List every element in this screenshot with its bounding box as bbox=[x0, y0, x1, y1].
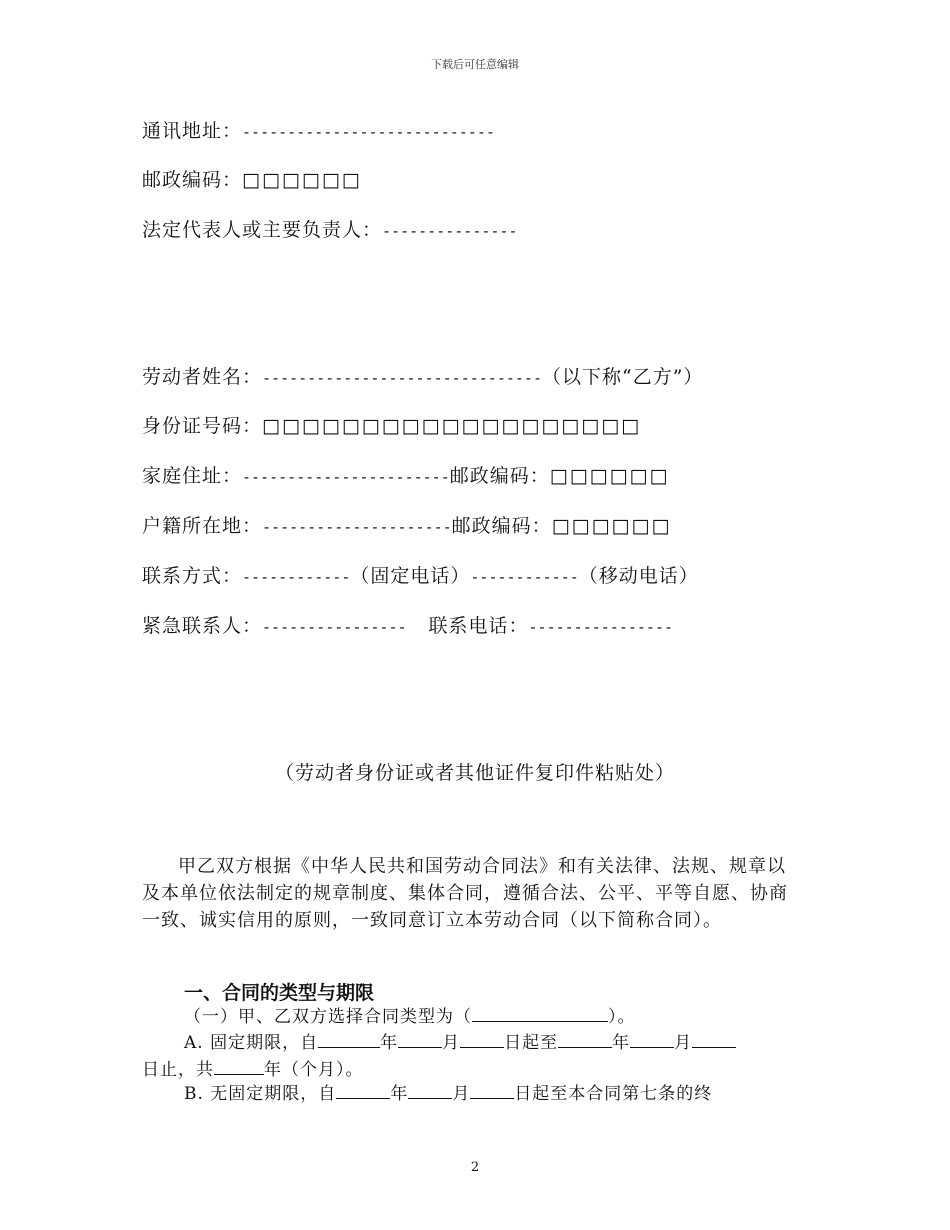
fixed-total-blank[interactable] bbox=[214, 1056, 264, 1075]
id-copy-note: （劳动者身份证或者其他证件复印件粘贴处） bbox=[274, 762, 675, 784]
mobile-phone-label: （移动电话） bbox=[578, 565, 699, 587]
contact-label: 联系方式： bbox=[142, 565, 243, 587]
clause1-text-b: ）。 bbox=[608, 1007, 636, 1027]
mobile-phone-field[interactable]: ------------ bbox=[470, 568, 579, 586]
postal-boxes[interactable]: □□□□□□ bbox=[242, 169, 362, 191]
year-char-3: 年 bbox=[390, 1084, 409, 1104]
worker-id-line bbox=[142, 411, 641, 438]
year-char-2: 年 bbox=[612, 1033, 631, 1053]
fixed-end-month-blank[interactable] bbox=[630, 1029, 674, 1048]
section-title: 一、合同的类型与期限 bbox=[184, 982, 375, 1004]
emergency-line bbox=[142, 611, 673, 638]
legal-rep-field[interactable]: --------------- bbox=[382, 222, 518, 240]
fixed-phone-label: （固定电话） bbox=[350, 565, 471, 587]
worker-name-suffix: （以下称“乙方”） bbox=[541, 366, 704, 388]
month-char-3: 月 bbox=[452, 1084, 471, 1104]
hukou-postal-boxes[interactable]: □□□□□□ bbox=[551, 515, 672, 537]
contract-type-blank[interactable] bbox=[472, 1003, 608, 1022]
clause-contract-type bbox=[184, 1003, 804, 1030]
year-month-total-char: 年（个月）。 bbox=[264, 1060, 364, 1080]
fixed-start-year-blank[interactable] bbox=[318, 1029, 380, 1048]
hukou-field[interactable]: --------------------- bbox=[262, 518, 452, 536]
hukou-label: 户籍所在地： bbox=[142, 515, 263, 537]
worker-name-field[interactable]: ------------------------------- bbox=[262, 369, 542, 387]
clause-open-term bbox=[142, 1080, 802, 1107]
intro-paragraph: 甲乙双方根据《中华人民共和国劳动合同法》和有关法律、法规、规章以及本单位依法制定的规章制度、集体合同，遵循合法、公平、平等自愿、协商一致、诚实信用的原则，一致同意订立本劳动合同（以下简称合同）。 bbox=[142, 856, 788, 931]
hukou-postal-label: 邮政编码： bbox=[451, 515, 552, 537]
day-end-total-char: 日止，共 bbox=[142, 1060, 214, 1080]
home-address-line bbox=[142, 461, 669, 488]
page-number: 2 bbox=[470, 1160, 480, 1175]
open-start-month-blank[interactable] bbox=[408, 1080, 452, 1099]
open-term-tail: 日起至本合同第七条的终 bbox=[514, 1084, 713, 1104]
clause-fixed-term bbox=[142, 1029, 802, 1083]
employer-address-line bbox=[142, 116, 495, 143]
emergency-field[interactable]: ---------------- bbox=[262, 618, 407, 636]
fixed-end-day-blank[interactable] bbox=[692, 1029, 736, 1048]
home-postal-label: 邮政编码： bbox=[449, 465, 550, 487]
year-char: 年 bbox=[380, 1033, 399, 1053]
open-start-day-blank[interactable] bbox=[470, 1080, 514, 1099]
hukou-line bbox=[142, 511, 671, 538]
fixed-start-month-blank[interactable] bbox=[398, 1029, 442, 1048]
worker-id-boxes[interactable]: □□□□□□□□□□□□□□□□□□□ bbox=[262, 415, 642, 437]
month-char: 月 bbox=[442, 1033, 461, 1053]
contact-line bbox=[142, 561, 699, 588]
emergency-label: 紧急联系人： bbox=[142, 615, 263, 637]
legal-rep-label: 法定代表人或主要负责人： bbox=[142, 219, 383, 241]
fixed-start-day-blank[interactable] bbox=[460, 1029, 504, 1048]
clause1-text-a: （一）甲、乙双方选择合同类型为（ bbox=[184, 1007, 472, 1027]
home-label: 家庭住址： bbox=[142, 465, 243, 487]
home-postal-boxes[interactable]: □□□□□□ bbox=[549, 465, 670, 487]
address-field[interactable]: ---------------------------- bbox=[242, 123, 495, 141]
home-field[interactable]: ----------------------- bbox=[242, 468, 450, 486]
day-start-to-char: 日起至 bbox=[504, 1033, 559, 1053]
month-char-2: 月 bbox=[674, 1033, 693, 1053]
worker-id-label: 身份证号码： bbox=[142, 415, 263, 437]
fixed-term-label: A. 固定期限，自 bbox=[184, 1033, 319, 1053]
employer-postal-line bbox=[142, 165, 362, 192]
legal-rep-line bbox=[142, 215, 517, 242]
postal-label: 邮政编码： bbox=[142, 169, 243, 191]
emergency-phone-label: 联系电话： bbox=[428, 615, 529, 637]
page-header-note: 下载后可任意编辑 bbox=[431, 58, 519, 71]
emergency-phone-field[interactable]: ---------------- bbox=[528, 618, 674, 636]
worker-name-line bbox=[142, 362, 703, 389]
open-start-year-blank[interactable] bbox=[336, 1080, 390, 1099]
fixed-phone-field[interactable]: ------------ bbox=[242, 568, 351, 586]
worker-name-label: 劳动者姓名： bbox=[142, 366, 263, 388]
fixed-end-year-blank[interactable] bbox=[558, 1029, 612, 1048]
open-term-label: B. 无固定期限，自 bbox=[184, 1084, 337, 1104]
address-label: 通讯地址： bbox=[142, 120, 243, 142]
